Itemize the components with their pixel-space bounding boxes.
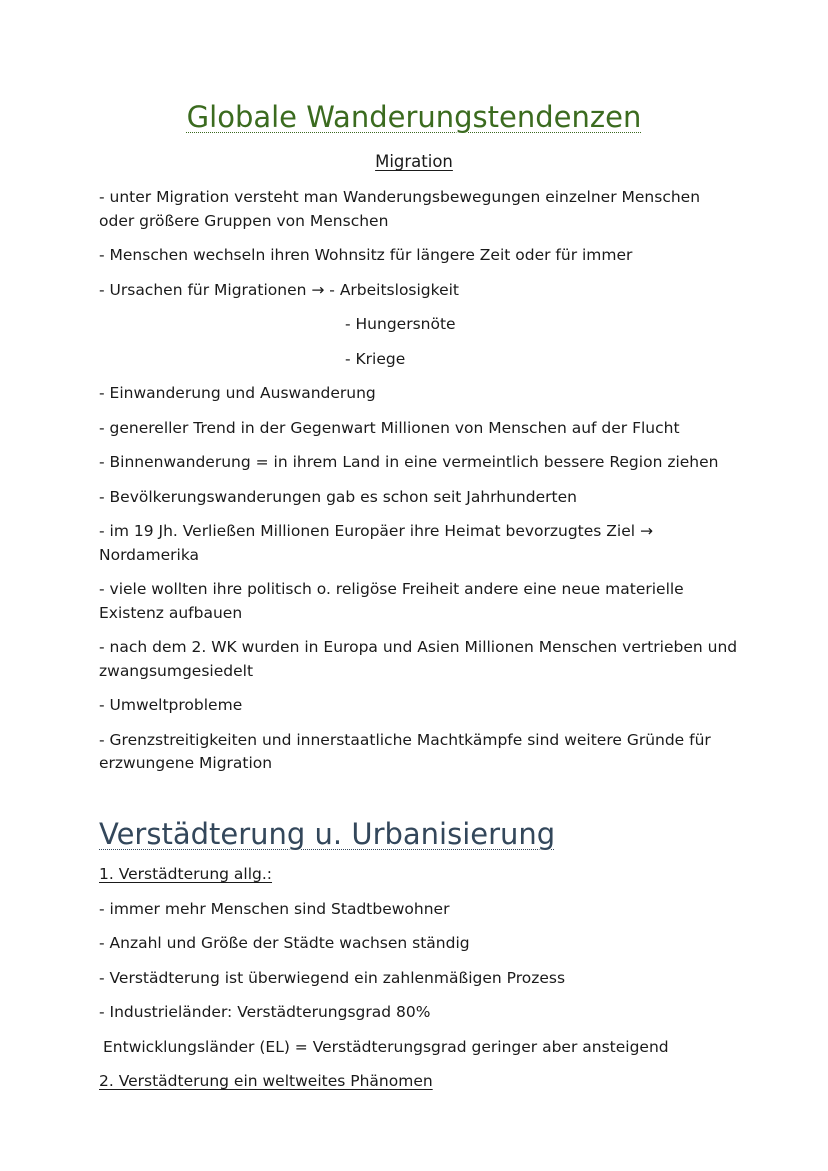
urbanisierung-notes (99, 863, 739, 1105)
note-line: - unter Migration versteht man Wanderungsbewegungen einzelner Menschen oder größere Gruppen von Menschen (99, 188, 701, 230)
note-line: - genereller Trend in der Gegenwart Millionen von Menschen auf der Flucht (99, 418, 680, 437)
note-line: - viele wollten ihre politisch o. religöse Freiheit andere eine neue materielle Existenz aufbauen (99, 580, 684, 622)
section-subtitle-migration: Migration (375, 152, 453, 171)
note-line: - Verstädterung ist überwiegend ein zahlenmäßigen Prozess (99, 968, 566, 987)
page-title: Globale Wanderungstendenzen (186, 100, 642, 134)
note-line: - Bevölkerungswanderungen gab es schon seit Jahrhunderten (99, 487, 577, 506)
note-line: - Umweltprobleme (99, 696, 243, 714)
note-line: - im 19 Jh. Verließen Millionen Europäer ihre Heimat bevorzugtes Ziel → Nordamerika (99, 522, 653, 564)
note-line: - Grenzstreitigkeiten und innerstaatliche Machtkämpfe sind weitere Gründe für erzwungene Migration (99, 730, 711, 772)
note-line: - Binnenwanderung = in ihrem Land in eine vermeintlich bessere Region ziehen (99, 453, 719, 471)
note-line: - Menschen wechseln ihren Wohnsitz für längere Zeit oder für immer (99, 246, 633, 264)
note-line: - Einwanderung und Auswanderung (99, 384, 376, 402)
note-line: - immer mehr Menschen sind Stadtbewohner (99, 899, 450, 918)
note-line: - nach dem 2. WK wurden in Europa und Asien Millionen Menschen vertrieben und zwangsumgesiedelt (99, 638, 738, 680)
note-line: Entwicklungsländer (EL) = Verstädterungsgrad geringer aber ansteigend (103, 1037, 669, 1056)
subheading-verstaedterung-allg: 1. Verstädterung allg.: (99, 865, 273, 883)
note-line: - Anzahl und Größe der Städte wachsen ständig (99, 934, 470, 952)
subheading-weltweites-phaenomen: 2. Verstädterung ein weltweites Phänomen (99, 1072, 433, 1090)
migration-notes (99, 186, 739, 787)
note-line-indented: - Hungersnöte (345, 315, 456, 333)
note-line: - Ursachen für Migrationen → - Arbeitslosigkeit (99, 280, 459, 299)
section-heading-urbanisierung: Verstädterung u. Urbanisierung (99, 817, 556, 851)
note-line-indented: - Kriege (345, 349, 406, 368)
note-line: - Industrieländer: Verstädterungsgrad 80% (99, 1003, 431, 1021)
